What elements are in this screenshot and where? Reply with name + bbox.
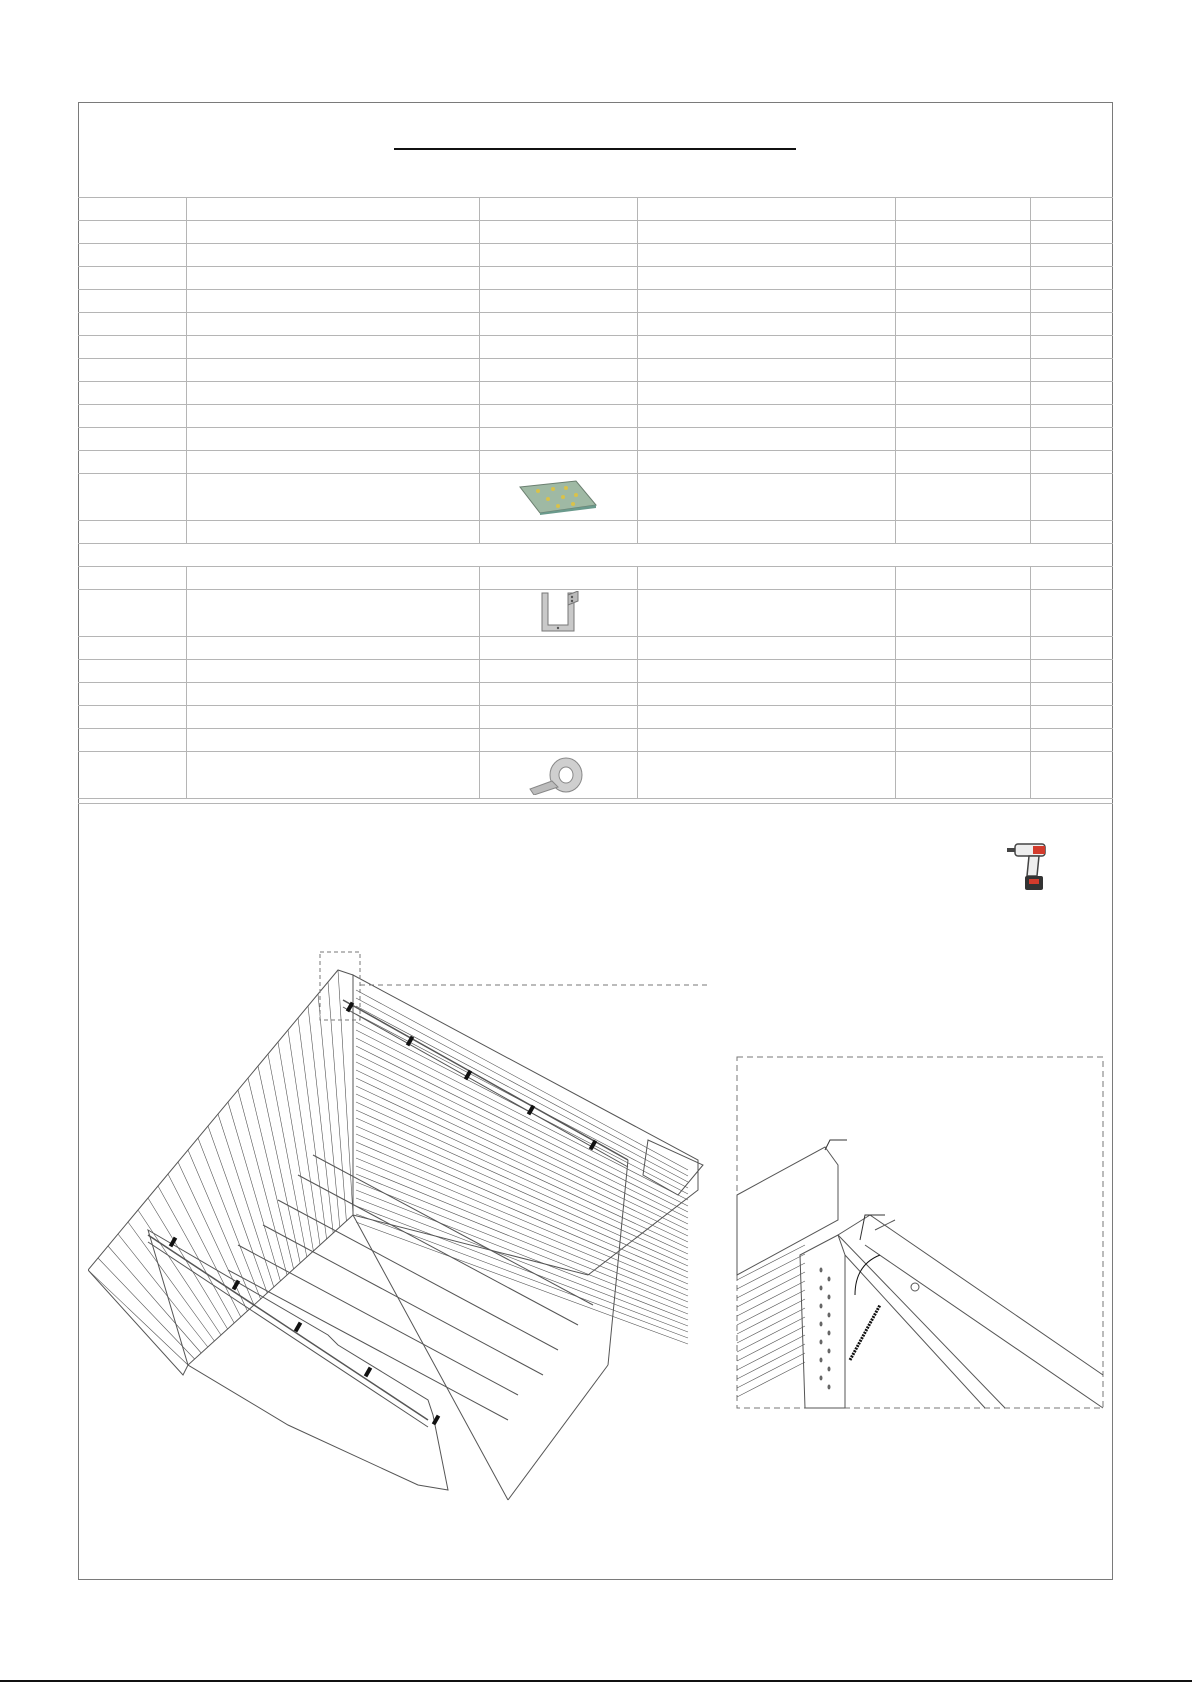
table-cell <box>186 267 479 290</box>
table-cell <box>637 637 895 660</box>
aluminium-tape-roll-icon <box>480 755 637 795</box>
table-cell <box>78 567 186 590</box>
table-row <box>78 544 1113 567</box>
table-cell <box>1030 290 1113 313</box>
table-cell <box>895 290 1030 313</box>
table-cell <box>637 729 895 752</box>
table-cell <box>1030 382 1113 405</box>
table-cell <box>895 405 1030 428</box>
table-cell <box>479 660 637 683</box>
table-row <box>78 567 1113 590</box>
table-cell <box>479 382 637 405</box>
table-cell <box>186 474 479 521</box>
table-row <box>78 683 1113 706</box>
table-cell <box>78 752 186 799</box>
table-cell <box>895 683 1030 706</box>
table-cell <box>78 706 186 729</box>
table-cell <box>1030 683 1113 706</box>
table-cell <box>895 706 1030 729</box>
table-cell <box>186 405 479 428</box>
joist-hanger-bracket-icon <box>480 591 637 635</box>
table-cell <box>1030 752 1113 799</box>
table-cell <box>1030 313 1113 336</box>
table-cell <box>78 313 186 336</box>
table-cell <box>637 567 895 590</box>
table-cell <box>895 637 1030 660</box>
table-row <box>78 451 1113 474</box>
table-cell <box>78 660 186 683</box>
table-cell <box>1030 567 1113 590</box>
table-cell <box>1030 221 1113 244</box>
table-cell <box>637 590 895 637</box>
table-cell <box>186 683 479 706</box>
table-cell <box>1030 521 1113 544</box>
parts-table <box>78 197 1113 799</box>
table-row <box>78 660 1113 683</box>
table-cell <box>1030 474 1113 521</box>
table-cell <box>637 683 895 706</box>
table-row <box>78 382 1113 405</box>
table-cell <box>78 590 186 637</box>
table-cell <box>637 244 895 267</box>
table-cell <box>637 313 895 336</box>
table-cell <box>479 290 637 313</box>
table-row <box>78 336 1113 359</box>
table-cell <box>895 336 1030 359</box>
table-cell <box>1030 267 1113 290</box>
table-row <box>78 313 1113 336</box>
table-row <box>78 221 1113 244</box>
table-cell <box>895 451 1030 474</box>
table-cell <box>78 359 186 382</box>
table-cell <box>78 474 186 521</box>
table-row <box>78 729 1113 752</box>
table-cell <box>78 729 186 752</box>
table-cell <box>186 451 479 474</box>
table-cell <box>479 244 637 267</box>
table-cell <box>637 660 895 683</box>
table-cell <box>479 359 637 382</box>
table-cell <box>1030 660 1113 683</box>
table-cell <box>1030 198 1113 221</box>
table-row <box>78 198 1113 221</box>
table-cell <box>895 729 1030 752</box>
table-cell <box>895 198 1030 221</box>
table-cell <box>1030 637 1113 660</box>
table-cell <box>895 313 1030 336</box>
table-row <box>78 428 1113 451</box>
table-cell <box>479 428 637 451</box>
table-cell <box>479 567 637 590</box>
shed-wall-assembly-diagram <box>88 945 708 1515</box>
table-cell <box>479 405 637 428</box>
table-cell <box>78 336 186 359</box>
table-cell <box>637 359 895 382</box>
table-cell <box>1030 336 1113 359</box>
table-cell <box>637 428 895 451</box>
table-cell <box>637 405 895 428</box>
parts-table-body <box>78 198 1113 799</box>
table-cell <box>186 590 479 637</box>
table-cell <box>1030 244 1113 267</box>
table-cell <box>78 198 186 221</box>
table-cell <box>186 221 479 244</box>
table-cell <box>186 244 479 267</box>
table-cell <box>1030 359 1113 382</box>
table-cell <box>186 729 479 752</box>
table-cell <box>78 221 186 244</box>
table-row <box>78 267 1113 290</box>
table-cell <box>479 198 637 221</box>
table-cell <box>78 683 186 706</box>
footer-rule <box>0 1680 1192 1682</box>
table-cell <box>637 706 895 729</box>
table-cell <box>1030 428 1113 451</box>
table-row <box>78 706 1113 729</box>
table-cell <box>78 405 186 428</box>
table-cell <box>78 451 186 474</box>
table-cell <box>479 752 637 799</box>
table-cell <box>186 359 479 382</box>
table-cell <box>895 428 1030 451</box>
table-cell <box>479 313 637 336</box>
table-cell <box>479 474 637 521</box>
table-cell <box>479 267 637 290</box>
section-divider <box>78 803 1113 804</box>
table-cell <box>479 590 637 637</box>
cordless-drill-icon <box>1005 838 1065 894</box>
table-cell <box>479 221 637 244</box>
table-row <box>78 752 1113 799</box>
table-row <box>78 244 1113 267</box>
table-cell <box>895 752 1030 799</box>
table-cell <box>895 382 1030 405</box>
table-cell <box>479 637 637 660</box>
table-cell <box>895 221 1030 244</box>
table-cell <box>186 290 479 313</box>
table-cell <box>479 451 637 474</box>
table-cell <box>479 729 637 752</box>
table-cell <box>186 382 479 405</box>
section-header-cell <box>78 544 1113 567</box>
corner-screw-detail-diagram <box>735 1055 1105 1410</box>
table-cell <box>78 244 186 267</box>
table-cell <box>895 567 1030 590</box>
table-cell <box>1030 590 1113 637</box>
table-cell <box>186 198 479 221</box>
table-cell <box>637 221 895 244</box>
table-cell <box>479 706 637 729</box>
table-cell <box>895 590 1030 637</box>
table-cell <box>78 267 186 290</box>
table-cell <box>78 637 186 660</box>
insulation-board-icon <box>480 479 637 515</box>
table-cell <box>895 474 1030 521</box>
table-cell <box>186 752 479 799</box>
table-cell <box>637 267 895 290</box>
table-cell <box>186 637 479 660</box>
table-cell <box>186 313 479 336</box>
table-cell <box>186 428 479 451</box>
table-cell <box>895 521 1030 544</box>
table-cell <box>1030 451 1113 474</box>
table-cell <box>637 290 895 313</box>
table-cell <box>637 451 895 474</box>
table-row <box>78 359 1113 382</box>
table-cell <box>186 336 479 359</box>
table-cell <box>895 244 1030 267</box>
table-row <box>78 637 1113 660</box>
table-cell <box>895 267 1030 290</box>
table-cell <box>78 382 186 405</box>
table-row <box>78 405 1113 428</box>
table-cell <box>186 706 479 729</box>
title-underline <box>394 148 796 150</box>
table-cell <box>479 336 637 359</box>
table-cell <box>637 752 895 799</box>
table-row <box>78 590 1113 637</box>
table-cell <box>186 521 479 544</box>
table-cell <box>78 428 186 451</box>
table-cell <box>637 198 895 221</box>
table-cell <box>637 521 895 544</box>
table-cell <box>479 521 637 544</box>
table-cell <box>1030 729 1113 752</box>
table-cell <box>1030 706 1113 729</box>
table-row <box>78 290 1113 313</box>
table-cell <box>186 660 479 683</box>
table-cell <box>1030 405 1113 428</box>
table-cell <box>895 660 1030 683</box>
table-cell <box>637 382 895 405</box>
table-cell <box>637 474 895 521</box>
table-cell <box>637 336 895 359</box>
table-row <box>78 474 1113 521</box>
table-cell <box>78 290 186 313</box>
table-cell <box>895 359 1030 382</box>
table-cell <box>78 521 186 544</box>
table-row <box>78 521 1113 544</box>
table-cell <box>479 683 637 706</box>
table-cell <box>186 567 479 590</box>
